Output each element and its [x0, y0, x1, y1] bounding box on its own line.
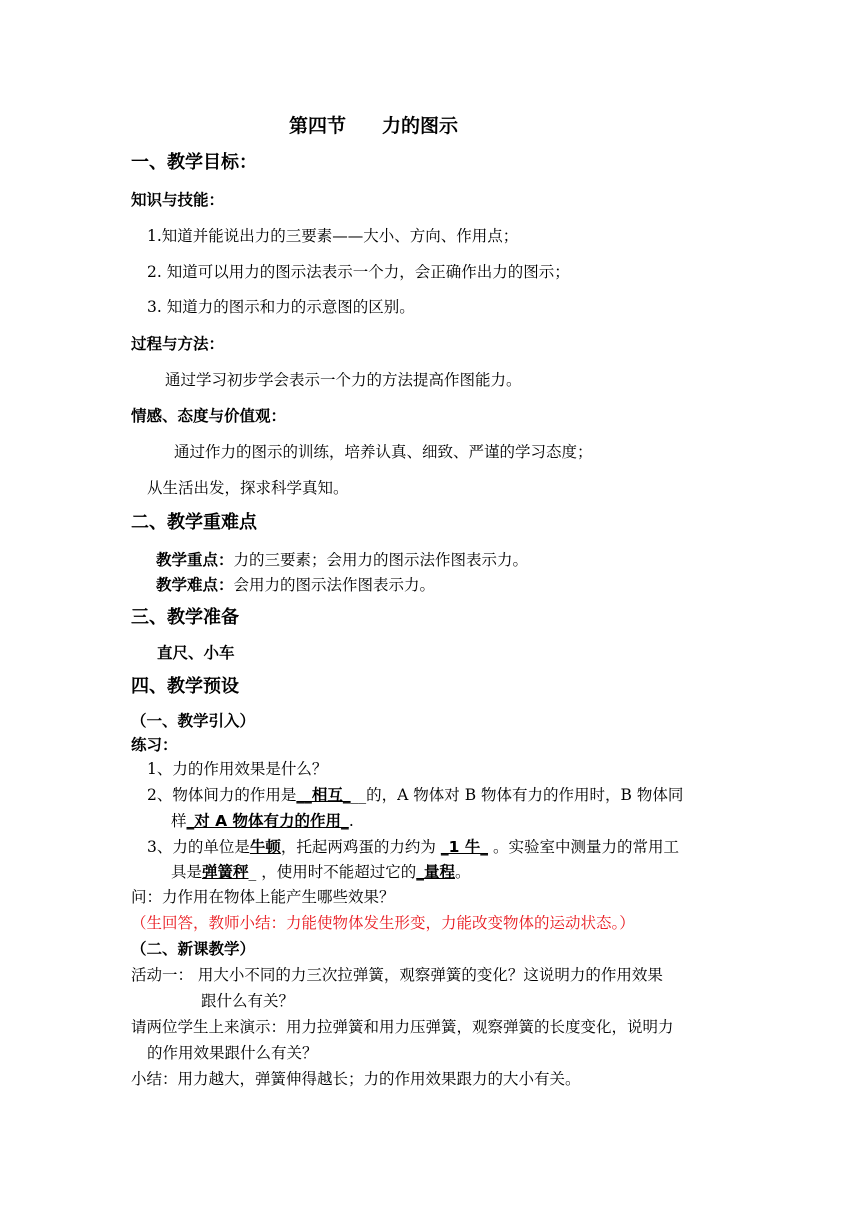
question-3-line-2: [171, 861, 471, 883]
question-2-line-2: [171, 810, 354, 832]
section-topic: 力的图示: [382, 115, 459, 137]
focus-line: [156, 549, 528, 571]
effects-question: 问：力作用在物体上能产生哪些效果？: [131, 888, 395, 906]
q3-text-c: 。实验室中测量力的常用工: [488, 838, 679, 856]
q3-answer-1n: _1 牛_: [440, 838, 489, 856]
q3-answer-range: _量程: [416, 863, 455, 881]
q3-text-f: 。: [454, 863, 471, 881]
q3-text-d: 具是: [171, 863, 203, 881]
q2-text-a: 2、物体间力的作用是: [147, 786, 297, 804]
teacher-summary-answer: （生回答，教师小结：力能使物体发生形变，力能改变物体的运动状态。）: [131, 914, 635, 932]
q2-answer-reaction: _对 A 物体有力的作用_: [186, 812, 349, 830]
prep-heading: 三、教学准备: [131, 607, 239, 628]
difficulty-label: 教学难点：: [156, 576, 234, 594]
objectives-heading: 一、教学目标：: [131, 152, 257, 173]
q3-text-b: ，托起两鸡蛋的力约为: [280, 838, 441, 856]
summary-line: 小结：用力越大，弹簧伸得越长；力的作用效果跟力的大小有关。: [131, 1070, 581, 1088]
q2-text-c: 样: [171, 812, 187, 830]
question-3-line-1: [147, 836, 679, 858]
q3-text-a: 3、力的单位是: [147, 838, 250, 856]
new-lesson-heading: （二、新课教学）: [131, 940, 256, 958]
activity-1-line-1: 活动一： 用大小不同的力三次拉弹簧，观察弹簧的变化？这说明力的作用效果: [131, 966, 663, 984]
q2-answer-mutual: __相互_: [296, 786, 351, 804]
emotion-line-1: 通过作力的图示的训练，培养认真、细致、严谨的学习态度；: [174, 443, 593, 461]
q3-answer-spring-scale: 弹簧秤: [202, 863, 249, 881]
intro-heading: （一、教学引入）: [131, 712, 256, 730]
difficulty-text: 会用力的图示法作图表示力。: [233, 576, 436, 594]
difficulty-line: [156, 574, 435, 596]
question-1: 1、力的作用效果是什么？: [147, 760, 328, 778]
page-title: [289, 115, 458, 137]
process-text: 通过学习初步学会表示一个力的方法提高作图能力。: [165, 371, 522, 389]
knowledge-item-1: 1.知道并能说出力的三要素——大小、方向、作用点；: [147, 227, 519, 245]
focus-label: 教学重点：: [156, 551, 234, 569]
activity-1-line-2: 跟什么有关？: [201, 992, 295, 1010]
emotion-line-2: 从生活出发，探求科学真知。: [147, 479, 349, 497]
prep-text: 直尺、小车: [157, 644, 235, 662]
q2-text-b: __的，A 物体对 B 物体有力的作用时，B 物体同: [350, 786, 684, 804]
knowledge-label: 知识与技能：: [131, 191, 225, 209]
keypoints-heading: 二、教学重难点: [131, 512, 257, 533]
knowledge-item-2: 2. 知道可以用力的图示法表示一个力，会正确作出力的图示；: [147, 263, 570, 281]
demo-line-1: 请两位学生上来演示：用力拉弹簧和用力压弹簧，观察弹簧的长度变化，说明力: [131, 1018, 674, 1036]
practice-label: 练习：: [131, 736, 178, 754]
q3-text-e: _ ，使用时不能超过它的: [248, 863, 417, 881]
question-2-line-1: [147, 784, 683, 806]
section-number: 第四节: [289, 115, 347, 137]
q2-text-d: .: [348, 812, 354, 830]
demo-line-2: 的作用效果跟什么有关？: [147, 1044, 318, 1062]
knowledge-item-3: 3. 知道力的图示和力的示意图的区别。: [147, 298, 415, 316]
focus-text: 力的三要素；会用力的图示法作图表示力。: [233, 551, 529, 569]
process-label: 过程与方法：: [131, 335, 225, 353]
q3-answer-newton: 牛顿: [249, 838, 281, 856]
presets-heading: 四、教学预设: [131, 676, 239, 697]
emotion-label: 情感、态度与价值观：: [131, 407, 287, 425]
